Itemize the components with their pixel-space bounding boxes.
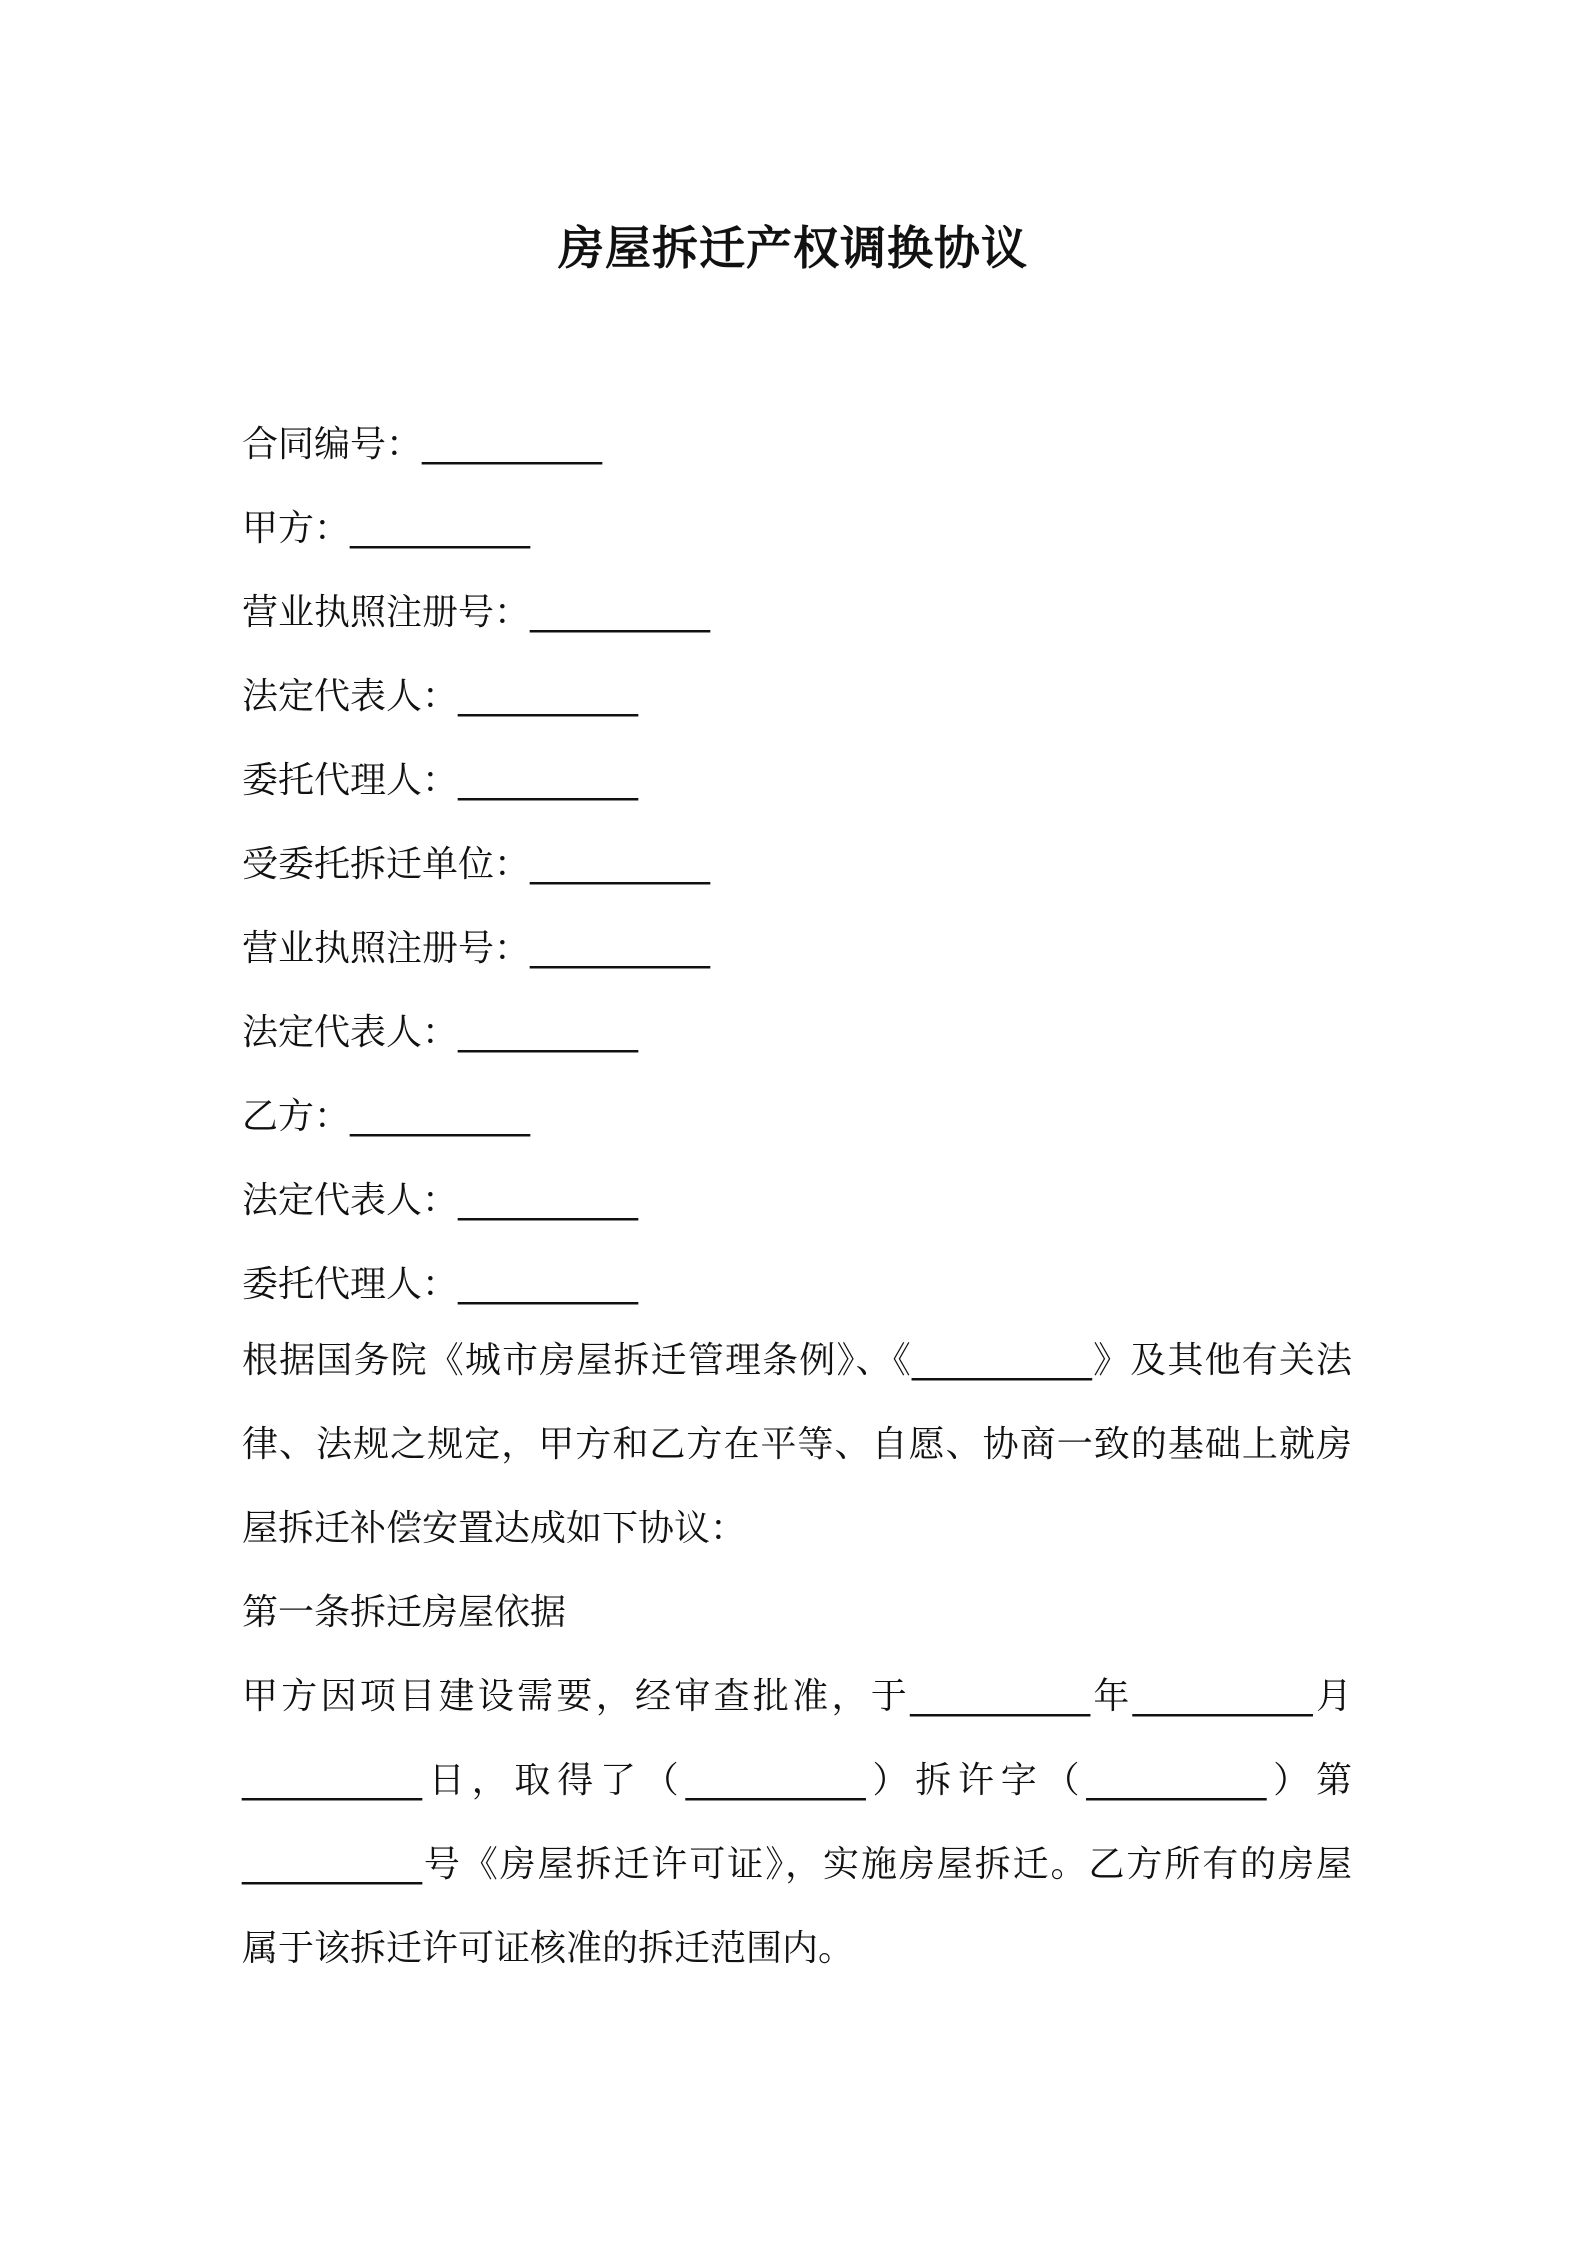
field-entrusted-unit-license <box>242 907 1352 991</box>
field-blank: __________ <box>458 1012 639 1053</box>
field-party-a <box>242 487 1352 571</box>
field-blank: __________ <box>350 1096 531 1137</box>
field-blank: __________ <box>530 592 711 633</box>
field-label: 法定代表人： <box>242 1012 459 1053</box>
paragraph-line: 屋拆迁补偿安置达成如下协议： <box>242 1508 747 1549</box>
field-label: 合同编号： <box>242 424 423 465</box>
field-label: 委托代理人： <box>242 760 459 801</box>
field-party-a-legal-rep <box>242 655 1352 739</box>
field-blank: __________ <box>458 1264 639 1305</box>
field-blank: __________ <box>458 676 639 717</box>
field-contract-number <box>242 403 1352 487</box>
field-party-b-agent <box>242 1243 1352 1327</box>
paragraph-line: 律、法规之规定，甲方和乙方在平等、自愿、协商一致的基础上就房 <box>242 1424 1352 1465</box>
paragraph-line: 甲方因项目建设需要，经审查批准，于__________年__________月 <box>242 1676 1352 1717</box>
field-party-b-legal-rep <box>242 1159 1352 1243</box>
field-label: 甲方： <box>242 508 351 549</box>
field-label: 营业执照注册号： <box>242 928 531 969</box>
paragraph-line: __________号《房屋拆迁许可证》，实施房屋拆迁。乙方所有的房屋 <box>242 1844 1352 1885</box>
field-label: 乙方： <box>242 1096 351 1137</box>
article-1-paragraph <box>242 1655 1352 1991</box>
field-blank: __________ <box>458 760 639 801</box>
field-label: 委托代理人： <box>242 1264 459 1305</box>
paragraph-line: 根据国务院《城市房屋拆迁管理条例》、《__________》及其他有关法 <box>242 1340 1352 1381</box>
field-party-a-agent <box>242 739 1352 823</box>
field-blank: __________ <box>422 424 603 465</box>
paragraph-line: 属于该拆迁许可证核准的拆迁范围内。 <box>242 1928 855 1969</box>
field-label: 法定代表人： <box>242 676 459 717</box>
preamble-paragraph <box>242 1319 1352 1571</box>
field-party-b <box>242 1075 1352 1159</box>
paragraph-line: __________日，取得了（__________）拆许字（__________）第 <box>242 1760 1352 1801</box>
party-fields <box>242 403 1352 1327</box>
document-title: 房屋拆迁产权调换协议 <box>558 221 1028 275</box>
field-entrusted-unit-legal-rep <box>242 991 1352 1075</box>
field-label: 营业执照注册号： <box>242 592 531 633</box>
agreement-body <box>242 1319 1352 1991</box>
article-1-heading: 第一条拆迁房屋依据 <box>242 1592 567 1633</box>
field-blank: __________ <box>530 928 711 969</box>
field-blank: __________ <box>530 844 711 885</box>
field-label: 受委托拆迁单位： <box>242 844 531 885</box>
field-blank: __________ <box>458 1180 639 1221</box>
field-party-a-license <box>242 571 1352 655</box>
field-label: 法定代表人： <box>242 1180 459 1221</box>
field-blank: __________ <box>350 508 531 549</box>
field-entrusted-unit <box>242 823 1352 907</box>
